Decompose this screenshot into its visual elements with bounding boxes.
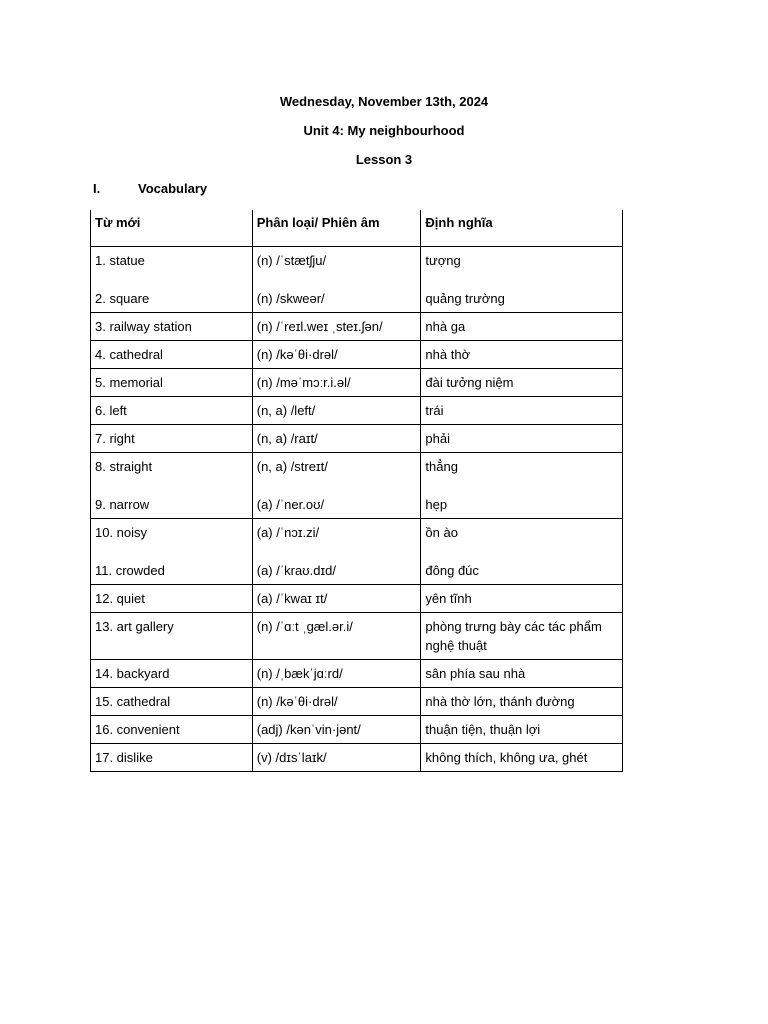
pronunciation-cell-text: (n) /kəˈθi·drəl/ (256, 347, 338, 362)
definition-cell-text: thẳng (425, 459, 458, 474)
pronunciation-cell-text: (n, a) /streɪt/ (256, 459, 328, 474)
definition-cell-text: yên tĩnh (425, 591, 472, 606)
pronunciation-cell-text: (n) /ˈreɪl.weɪ ˌsteɪ.ʃən/ (256, 319, 383, 334)
word-cell-text: 4. cathedral (95, 347, 163, 362)
word-cell-text: 17. dislike (95, 750, 153, 765)
line-gap (257, 270, 417, 289)
pronunciation-cell (252, 341, 421, 369)
table-row (91, 519, 623, 585)
definition-cell (421, 247, 623, 313)
definition-cell-text: nhà thờ lớn, thánh đường (425, 694, 575, 709)
word-cell-text: 12. quiet (95, 591, 145, 606)
table-row (91, 341, 623, 369)
word-cell-text: 5. memorial (95, 375, 163, 390)
table-row (91, 660, 623, 688)
table-row (91, 425, 623, 453)
definition-cell-text: hẹp (425, 497, 448, 512)
pronunciation-cell-text: (n, a) /left/ (256, 403, 316, 418)
definition-cell-text: nhà thờ (425, 347, 471, 362)
definition-cell (421, 369, 623, 397)
pronunciation-cell-text: (v) /dɪsˈlaɪk/ (256, 750, 327, 765)
word-cell (91, 453, 253, 519)
lesson-title: Lesson 3 (355, 152, 413, 167)
pronunciation-cell-text: (adj) /kənˈvin·jənt/ (256, 722, 361, 737)
definition-cell-text: đông đúc (425, 563, 479, 578)
table-row (91, 247, 623, 313)
definition-cell (421, 313, 623, 341)
definition-cell-text: không thích, không ưa, ghét (425, 750, 588, 765)
table-header-row (91, 210, 623, 247)
definition-cell (421, 613, 623, 660)
header-definition: Định nghĩa (421, 210, 623, 247)
word-cell (91, 341, 253, 369)
section-number: I. (93, 181, 101, 196)
lesson-date: Wednesday, November 13th, 2024 (279, 94, 489, 109)
word-cell-text: 6. left (95, 403, 127, 418)
pronunciation-cell-text: (n) /ˈɑːt ˌɡæl.ər.i/ (256, 619, 353, 634)
definition-cell-text: tượng (425, 253, 461, 268)
word-cell (91, 425, 253, 453)
word-cell-text: 11. crowded (95, 563, 165, 578)
pronunciation-cell (252, 660, 421, 688)
definition-cell (421, 688, 623, 716)
pronunciation-cell (252, 585, 421, 613)
word-cell-text: 8. straight (95, 459, 153, 474)
word-cell-text: 2. square (95, 291, 150, 306)
definition-cell-text: phải (425, 431, 450, 446)
pronunciation-cell-text: (n) /skweər/ (256, 291, 325, 306)
pronunciation-cell (252, 613, 421, 660)
word-cell-text: 9. narrow (95, 497, 150, 512)
word-cell (91, 247, 253, 313)
definition-cell-text: quảng trường (425, 291, 505, 306)
word-cell-text: 3. railway station (95, 319, 192, 334)
pronunciation-cell-text: (n) /ˌbækˈjɑːrd/ (256, 666, 343, 681)
pronunciation-cell-text: (n) /kəˈθi·drəl/ (256, 694, 338, 709)
word-cell (91, 660, 253, 688)
pronunciation-cell (252, 744, 421, 772)
pronunciation-cell-text: (a) /ˈkwaɪ ɪt/ (256, 591, 328, 606)
word-cell (91, 519, 253, 585)
pronunciation-cell (252, 519, 421, 585)
pronunciation-cell-text: (a) /ˈkraʊ.dɪd/ (256, 563, 336, 578)
definition-cell (421, 585, 623, 613)
word-cell-text: 7. right (95, 431, 135, 446)
header-pronunciation: Phân loại/ Phiên âm (252, 210, 421, 247)
pronunciation-cell (252, 247, 421, 313)
line-gap (425, 270, 618, 289)
definition-cell-text: phòng trưng bày các tác phẩm nghệ thuật (425, 619, 602, 653)
table-row (91, 397, 623, 425)
word-cell-text: 16. convenient (95, 722, 180, 737)
definition-cell (421, 660, 623, 688)
definition-cell (421, 519, 623, 585)
line-gap (425, 476, 618, 495)
word-cell (91, 369, 253, 397)
definition-cell-text: trái (425, 403, 444, 418)
pronunciation-cell (252, 688, 421, 716)
word-cell (91, 585, 253, 613)
line-gap (257, 542, 417, 561)
pronunciation-cell-text: (a) /ˈnɔɪ.zi/ (256, 525, 320, 540)
definition-cell (421, 453, 623, 519)
table-row (91, 744, 623, 772)
word-cell-text: 14. backyard (95, 666, 170, 681)
word-cell-text: 10. noisy (95, 525, 148, 540)
word-cell-text: 1. statue (95, 253, 145, 268)
pronunciation-cell-text: (n) /ˈstætʃju/ (256, 253, 327, 268)
definition-cell-text: nhà ga (425, 319, 466, 334)
definition-cell (421, 397, 623, 425)
word-cell (91, 716, 253, 744)
table-row (91, 613, 623, 660)
word-cell (91, 613, 253, 660)
pronunciation-cell (252, 425, 421, 453)
pronunciation-cell (252, 716, 421, 744)
table-row (91, 716, 623, 744)
table-row (91, 453, 623, 519)
word-cell-text: 15. cathedral (95, 694, 171, 709)
pronunciation-cell (252, 313, 421, 341)
pronunciation-cell (252, 369, 421, 397)
word-cell (91, 313, 253, 341)
line-gap (257, 476, 417, 495)
table-row (91, 688, 623, 716)
definition-cell (421, 425, 623, 453)
word-cell (91, 688, 253, 716)
pronunciation-cell-text: (n) /məˈmɔːr.i.əl/ (256, 375, 351, 390)
pronunciation-cell-text: (n, a) /raɪt/ (256, 431, 318, 446)
definition-cell-text: đài tưởng niệm (425, 375, 514, 390)
definition-cell-text: sân phía sau nhà (425, 666, 526, 681)
pronunciation-cell (252, 397, 421, 425)
table-row (91, 313, 623, 341)
line-gap (425, 542, 618, 561)
word-cell (91, 397, 253, 425)
line-gap (95, 542, 248, 561)
pronunciation-cell-text: (a) /ˈner.oʊ/ (256, 497, 325, 512)
definition-cell-text: ồn ào (425, 525, 458, 540)
unit-title: Unit 4: My neighbourhood (303, 123, 465, 138)
line-gap (95, 270, 248, 289)
table-row (91, 585, 623, 613)
definition-cell (421, 716, 623, 744)
header-word: Từ mới (91, 210, 253, 247)
section-title: Vocabulary (138, 181, 208, 196)
word-cell (91, 744, 253, 772)
word-cell-text: 13. art gallery (95, 619, 174, 634)
table-row (91, 369, 623, 397)
pronunciation-cell (252, 453, 421, 519)
line-gap (95, 476, 248, 495)
definition-cell-text: thuận tiện, thuận lợi (425, 722, 541, 737)
definition-cell (421, 744, 623, 772)
vocabulary-table (90, 210, 623, 772)
definition-cell (421, 341, 623, 369)
